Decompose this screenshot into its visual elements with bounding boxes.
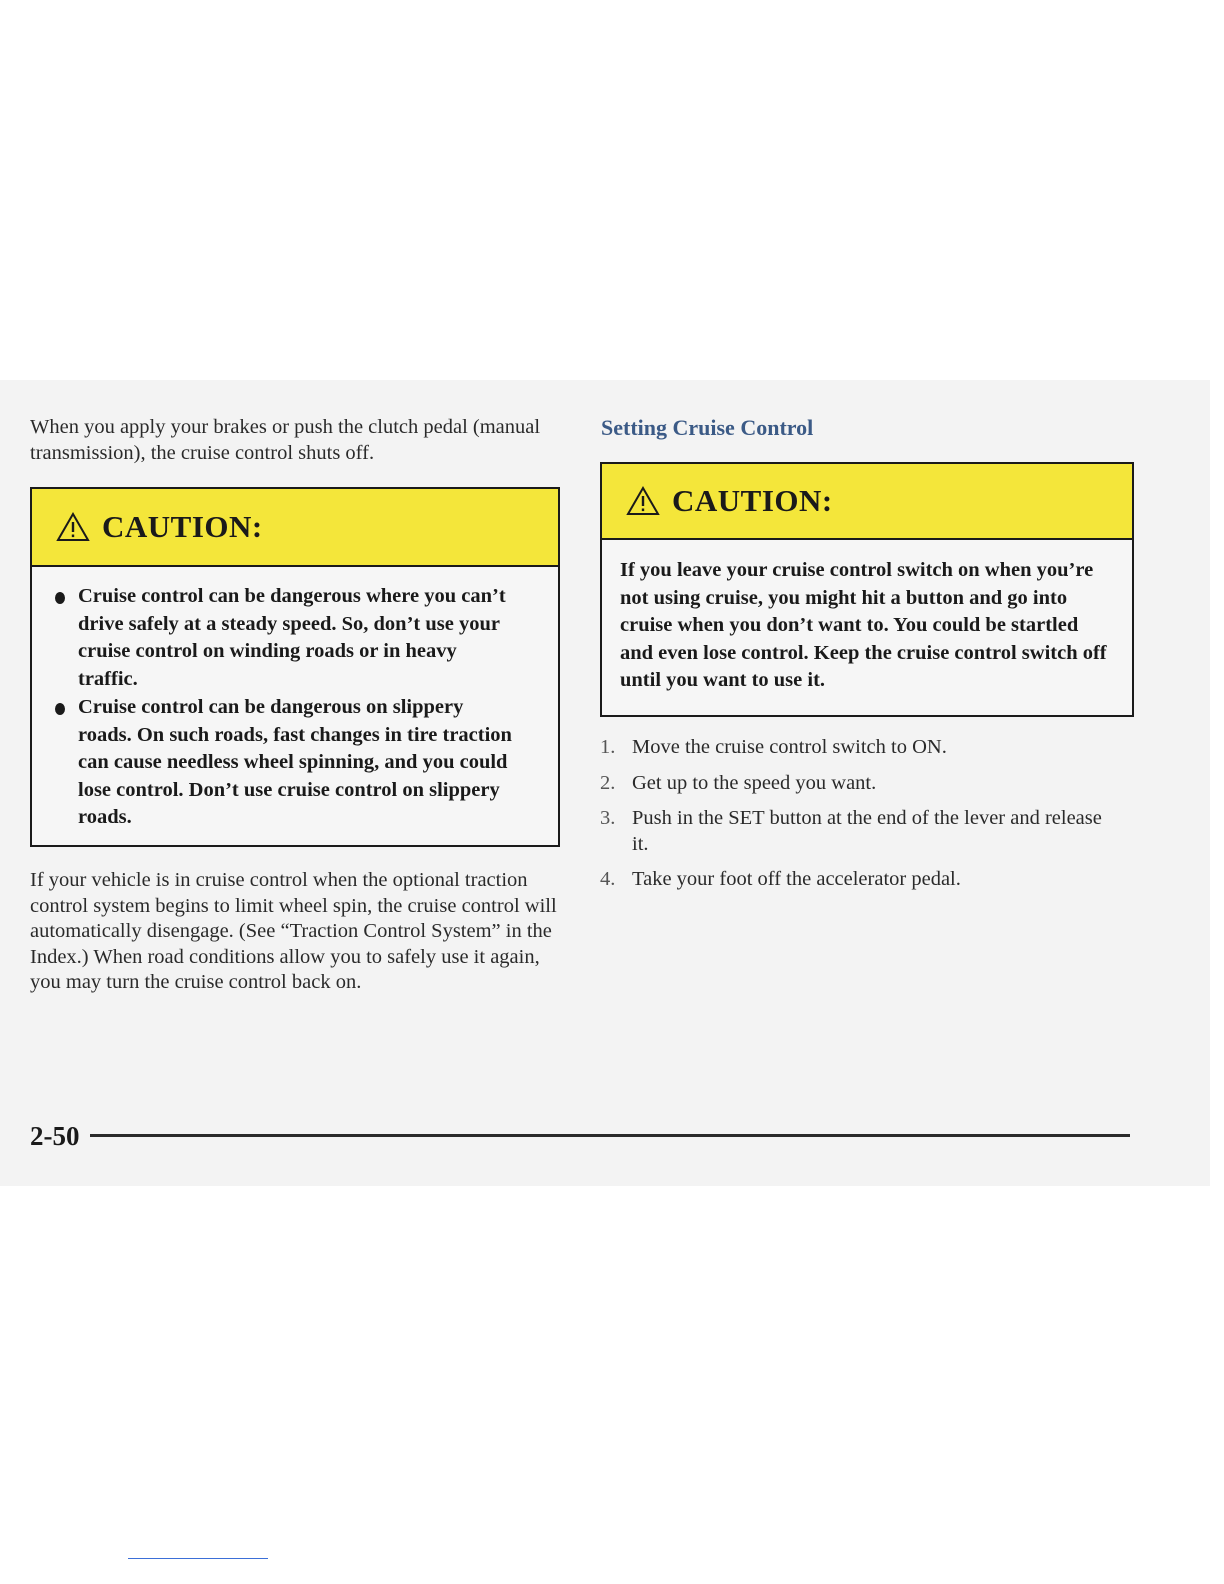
bullet-dot-icon xyxy=(55,703,65,715)
caution-header xyxy=(32,489,558,567)
caution-bullet xyxy=(32,694,518,832)
caution-body-text: If you leave your cruise control switch on when you’re not using cruise, you might hit a button and go into cruise when you don’t want to. You could be startled and even lose control. Keep the cruise control switch off until you want to use it. xyxy=(620,559,1107,692)
caution-title: CAUTION: xyxy=(672,483,833,518)
step-number: 1. xyxy=(600,736,616,758)
caution-bullet-text: Cruise control can be dangerous where you can’t drive safely at a steady speed. So, don’t use your cruise control on winding roads or in heavy traffic. xyxy=(78,585,506,690)
caution-title: CAUTION: xyxy=(102,509,263,544)
section-heading: Setting Cruise Control xyxy=(601,415,814,440)
step-number: 2. xyxy=(600,771,616,794)
caution-box-left xyxy=(30,487,560,847)
footer-link-underline xyxy=(128,1558,268,1559)
step-number: 4. xyxy=(600,868,616,890)
warning-triangle-icon xyxy=(626,486,660,516)
caution-header xyxy=(602,464,1132,540)
list-item xyxy=(598,735,1118,761)
list-item xyxy=(598,771,1118,797)
footer-rule xyxy=(90,1134,1130,1137)
traction-paragraph: If your vehicle is in cruise control when the optional traction control system begins to limit wheel spin, the cruise control will automatically disengage. (See “Traction Control System” in the Index.) When road conditions allow you to safely use it again, you may turn the cruise control back on. xyxy=(30,869,557,993)
warning-triangle-icon xyxy=(56,512,90,542)
caution-body xyxy=(32,567,558,832)
list-item xyxy=(598,806,1118,857)
caution-bullet xyxy=(32,583,518,693)
bullet-dot-icon xyxy=(55,592,65,604)
page-number: 2-50 xyxy=(30,1121,80,1151)
steps-list xyxy=(598,735,1118,903)
step-text: Move the cruise control switch to ON. xyxy=(632,736,947,758)
step-number: 3. xyxy=(600,807,616,829)
intro-paragraph: When you apply your brakes or push the clutch pedal (manual transmission), the cruise control shuts off. xyxy=(30,416,541,464)
step-text: Get up to the speed you want. xyxy=(632,771,877,794)
list-item xyxy=(598,867,1118,893)
step-text: Push in the SET button at the end of the lever and release it. xyxy=(632,807,1102,855)
caution-bullet-text: Cruise control can be dangerous on slippery roads. On such roads, fast changes in tire traction can cause needless wheel spinning, and you could lose control. Don’t use cruise control on slippery roads. xyxy=(78,696,512,828)
step-text: Take your foot off the accelerator pedal. xyxy=(632,868,961,890)
caution-box-right xyxy=(600,462,1134,717)
